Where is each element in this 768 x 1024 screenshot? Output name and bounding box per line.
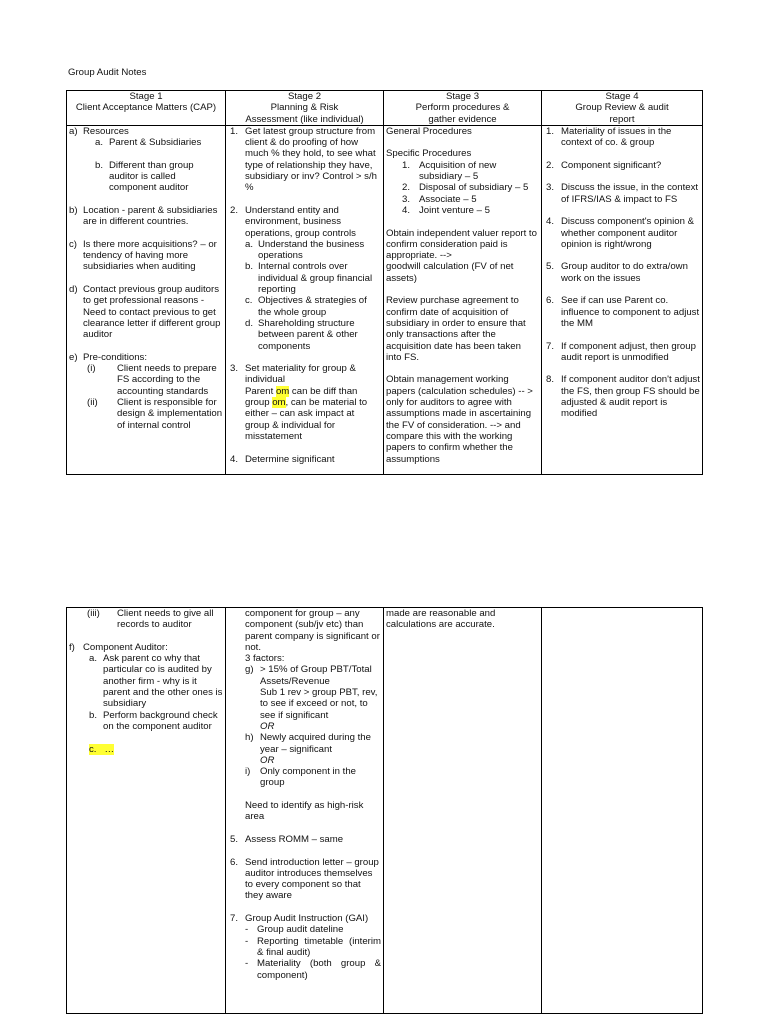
list-item: - Group audit dateline	[245, 924, 344, 936]
stage-2-subtitle: Assessment (like individual)	[245, 113, 364, 125]
list-item: 8. If component auditor don't adjust the FS, then group FS should be adjusted & audit report is modified	[546, 374, 700, 420]
list-item: h) Newly acquired during the year – significant OR	[245, 732, 371, 766]
paragraph: component for group – any component (sub/jv etc) than parent company is significant or not.	[245, 608, 380, 653]
stage-2-cell	[226, 125, 384, 474]
list-item: e) Pre-conditions:	[69, 351, 147, 363]
list-item: b) Location - parent & subsidiaries are in different countries.	[69, 204, 218, 228]
list-item: 6. See if can use Parent co. influence to component to adjust the MM	[546, 295, 700, 329]
list-item: c. Objectives & strategies of the whole group	[245, 295, 367, 318]
highlighted-term: om	[275, 385, 290, 397]
stage-4-cell-continued	[542, 608, 703, 1014]
list-item: (i) Client needs to prepare FS according to the accounting standards	[87, 363, 217, 397]
stage-4-subtitle: report	[609, 113, 635, 125]
stage-1-header	[67, 91, 226, 126]
stage-4-cell	[542, 125, 703, 474]
list-item: a. Understand the business operations	[245, 238, 365, 262]
stage-3-header	[384, 91, 542, 126]
stage-4-title: Group Review & audit	[575, 102, 669, 114]
paragraph: made are reasonable and calculations are accurate.	[386, 608, 496, 631]
general-procedures-heading: General Procedures	[386, 125, 472, 137]
paragraph: Obtain independent valuer report to confirm consideration paid is appropriate. -->	[386, 227, 537, 262]
list-item: d) Contact previous group auditors to get professional reasons - Need to contact previous to get clearance letter if different group auditor	[69, 284, 221, 341]
list-item: 5. Group auditor to do extra/own work on the issues	[546, 261, 688, 284]
list-item: 4. Joint venture – 5	[402, 204, 490, 216]
list-item: b. Internal controls over individual & group financial reporting	[245, 261, 373, 296]
list-item: 1. Materiality of issues in the context of co. & group	[546, 125, 672, 149]
list-item: i) Only component in the group	[245, 766, 356, 789]
stage-3-number: Stage 3	[445, 91, 480, 102]
list-item: 7. Group Audit Instruction (GAI)	[230, 913, 369, 925]
list-item: 4. Discuss component's opinion & whether component auditor opinion is right/wrong	[546, 216, 695, 250]
list-item: - Reporting timetable (interim & final audit)	[245, 935, 381, 958]
stage-1-title: Client Acceptance Matters (CAP)	[75, 102, 217, 114]
stage-3-subtitle: gather evidence	[428, 113, 497, 125]
stage-2-header	[226, 91, 384, 126]
list-item: b. Perform background check on the component auditor	[89, 709, 218, 732]
table-header-row	[67, 91, 703, 126]
stage-2-number: Stage 2	[287, 91, 322, 102]
stage-4-header	[542, 91, 703, 126]
stage-3-cell	[384, 125, 542, 474]
list-item: (iii) Client needs to give all records to auditor	[87, 608, 214, 631]
paragraph: goodwill calculation (FV of net assets)	[386, 261, 514, 284]
list-item: 2. Disposal of subsidiary – 5	[402, 182, 529, 194]
stage-1-number: Stage 1	[129, 91, 163, 102]
list-item: 5. Assess ROMM – same	[230, 833, 344, 845]
list-item: a) Resources	[69, 125, 129, 137]
list-item: b. Different than group auditor is called component auditor	[95, 159, 194, 194]
list-item: (ii) Client is responsible for design & implementation of internal control	[87, 397, 223, 431]
list-item: 2. Component significant?	[546, 159, 662, 171]
stage-3-title: Perform procedures &	[415, 102, 510, 114]
list-item: c) Is there more acquisitions? – or tendency of having more subsidiaries when auditing	[69, 238, 217, 273]
list-item: f) Component Auditor:	[69, 641, 168, 653]
list-item	[89, 744, 223, 755]
table-body-row	[67, 608, 703, 1014]
list-item: 3. Associate – 5	[402, 193, 477, 205]
stage-3-cell-continued	[384, 608, 542, 1014]
audit-table-page-1	[66, 90, 703, 475]
stage-2-title: Planning & Risk	[270, 102, 339, 114]
list-item: - Materiality (both group & component)	[245, 958, 381, 981]
list-item: 6. Send introduction letter – group auditor introduces themselves to every component so that they aware	[230, 856, 379, 902]
highlighted-item: c. …	[89, 743, 115, 755]
paragraph: Review purchase agreement to confirm date of acquisition of subsidiary in order to ensure that only transactions after the acquisition date has been taken into FS.	[386, 295, 526, 363]
list-item: 1. Acquisition of new subsidiary – 5	[402, 159, 497, 183]
paragraph: 3 factors:	[245, 653, 285, 665]
stage-2-cell-continued	[226, 608, 384, 1014]
paragraph: Obtain management working papers (calculation schedules) -- > only for auditors to agree with assumptions made in ascertaining the FV of consideration. --> and compare this with the working papers to confirm whether the assumptions	[386, 374, 533, 465]
list-item: 2. Understand entity and environment, business operations, group controls	[230, 204, 356, 239]
page-title: Group Audit Notes	[68, 67, 147, 78]
list-item: d. Shareholding structure between parent & other components	[245, 317, 358, 352]
list-item: 7. If component adjust, then group audit report is unmodified	[546, 340, 696, 363]
list-item: 4. Determine significant	[230, 453, 335, 465]
stage-1-cell	[67, 125, 226, 474]
paragraph: Need to identify as high-risk area	[245, 800, 364, 823]
audit-table-page-2	[66, 607, 703, 1014]
list-item: a. Ask parent co why that particular co is audited by another firm - why is it parent and the other ones is subsidiary	[89, 653, 223, 710]
highlighted-term: om	[272, 397, 286, 409]
stage-4-number: Stage 4	[605, 91, 639, 102]
list-item: 1. Get latest group structure from client & do proofing of how much % they hold, to see what type of relationship they have, subsidiary or inv? Control > s/h %	[230, 125, 377, 194]
table-body-row	[67, 125, 703, 474]
list-item: 3. Discuss the issue, in the context of IFRS/IAS & impact to FS	[546, 182, 699, 205]
list-item: g) > 15% of Group PBT/Total Assets/Revenue Sub 1 rev > group PBT, rev, to see if exceed or not, to see if significant OR	[245, 664, 378, 732]
list-item: a. Parent & Subsidiaries	[95, 137, 202, 149]
stage-1-cell-continued	[67, 608, 226, 1014]
list-item: 3. Set materiality for group & individual Parent om can be diff than group om, can be material to either – can ask impact at group & individual for misstatement	[230, 363, 368, 442]
specific-procedures-heading: Specific Procedures	[386, 148, 472, 160]
